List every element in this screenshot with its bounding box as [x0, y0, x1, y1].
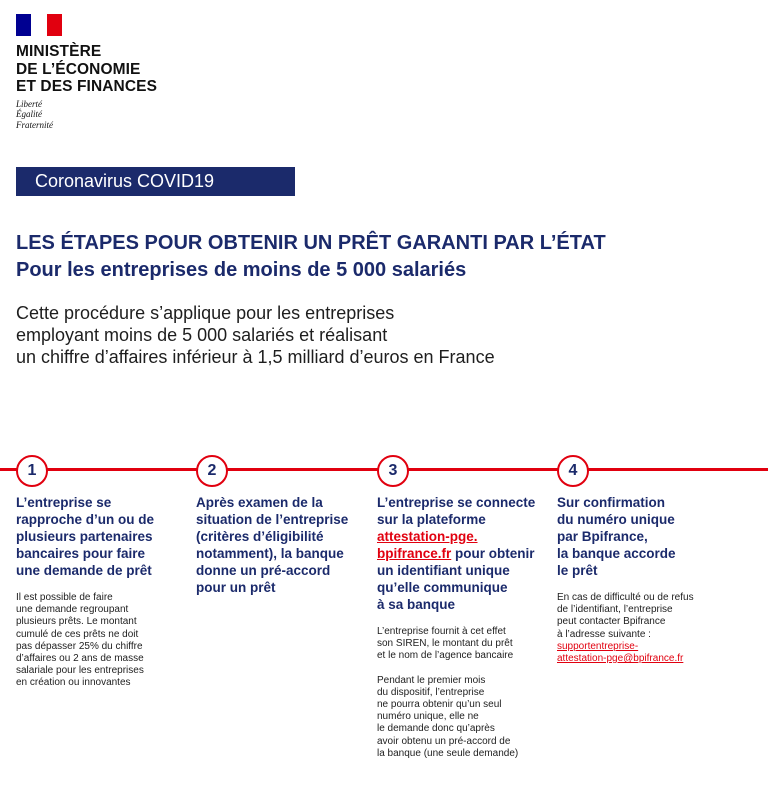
- intro-text: Cette procédure s’applique pour les entreprises employant moins de 5 000 salariés et réalisant un chiffre d’affaires inférieur à 1,5 milliard d’euros en France: [16, 303, 495, 367]
- step-2-title: Après examen de la situation de l’entreprise (critères d’éligibilité notamment), la banque donne un pré-accord pour un prêt: [196, 495, 349, 595]
- step-1-number: 1: [16, 455, 48, 487]
- ministry-name: MINISTÈRE DE L’ÉCONOMIE ET DES FINANCES: [16, 43, 158, 95]
- covid-banner: Coronavirus COVID19: [16, 167, 295, 196]
- step-3-number: 3: [377, 455, 409, 487]
- step-1: [16, 494, 188, 690]
- platform-link[interactable]: attestation-pge.: [377, 529, 478, 544]
- french-flag-icon: [16, 14, 62, 36]
- page-subtitle: Pour les entreprises de moins de 5 000 salariés: [16, 259, 467, 281]
- step-3: [377, 494, 553, 760]
- step-2-number: 2: [196, 455, 228, 487]
- step-4-note: En cas de difficulté ou de refus de l’identifiant, l’entreprise peut contacter Bpifrance à l’adresse suivante : supportentreprise- attestation-pge@bpifrance.fr: [557, 592, 694, 665]
- step-4-title: Sur confirmation du numéro unique par Bpifrance, la banque accorde le prêt: [557, 495, 676, 578]
- step-1-note: Il est possible de faire une demande regroupant plusieurs prêts. Le montant cumulé de ces prêts ne doit pas dépasser 25% du chiffre d’affaires ou 2 ans de masse salariale pour les entreprises en création ou innovantes: [16, 592, 144, 689]
- page-title: LES ÉTAPES POUR OBTENIR UN PRÊT GARANTI PAR L’ÉTAT: [16, 232, 606, 254]
- step-3-note-2: Pendant le premier mois du dispositif, l’entreprise ne pourra obtenir qu’un seul numéro unique, elle ne le demande donc qu’après avoir obtenu un pré-accord de la banque (une seule demande): [377, 674, 519, 759]
- platform-link-domain[interactable]: bpifrance.fr: [377, 546, 452, 561]
- step-1-title: L’entreprise se rapproche d’un ou de plusieurs partenaires bancaires pour faire une demande de prêt: [16, 495, 155, 578]
- ministry-logo: [16, 14, 196, 130]
- step-4: [557, 494, 757, 665]
- step-3-title: L’entreprise se connecte sur la plateforme attestation-pge. bpifrance.fr pour obtenir un identifiant unique qu’elle communique à sa banque: [377, 495, 536, 612]
- step-3-note-1: L’entreprise fournit à cet effet son SIREN, le montant du prêt et le nom de l’agence bancaire: [377, 626, 514, 662]
- support-email-link[interactable]: supportentreprise-: [557, 640, 639, 652]
- step-2: [196, 494, 371, 596]
- step-4-number: 4: [557, 455, 589, 487]
- republic-motto: Liberté Égalité Fraternité: [16, 98, 53, 130]
- support-email-link-domain[interactable]: attestation-pge@bpifrance.fr: [557, 653, 684, 665]
